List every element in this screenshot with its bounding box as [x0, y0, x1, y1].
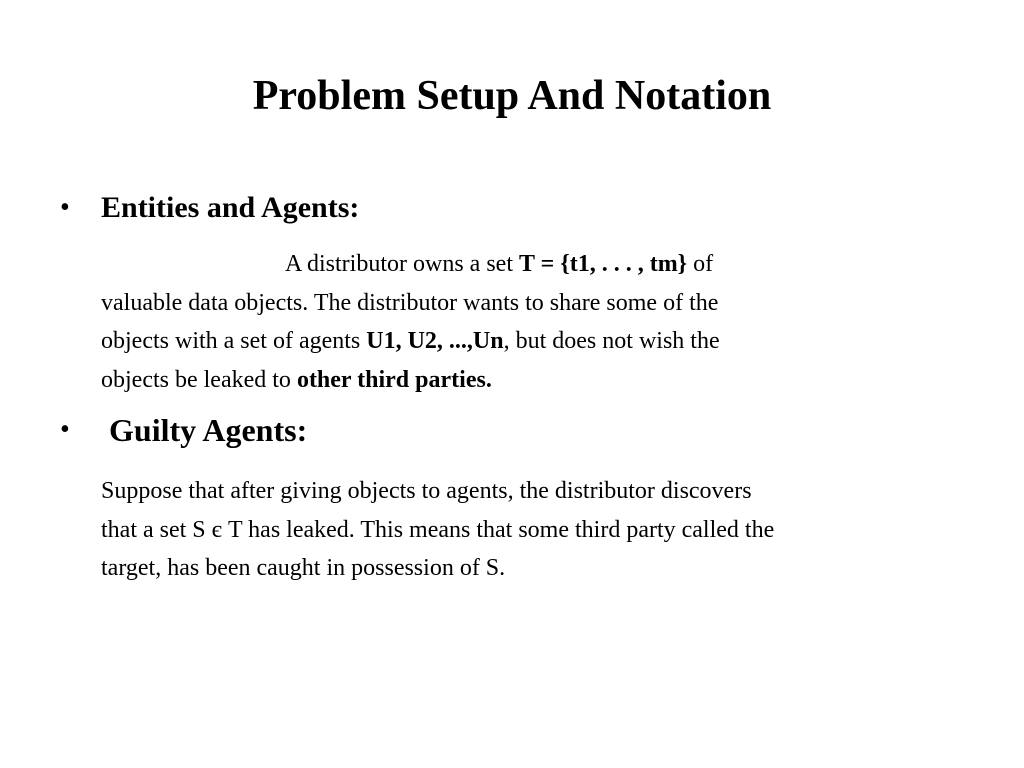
text-run: , but does not wish the: [503, 328, 720, 354]
heading-guilty-agents: Guilty Agents:: [109, 412, 308, 448]
text-run: that a set S є T has leaked. This means that some third party called the: [101, 516, 775, 543]
text-run: target, has been caught in possession of S.: [101, 555, 506, 581]
bold-text-run: .: [485, 366, 492, 393]
heading-entities-and-agents: Entities and Agents:: [101, 191, 360, 224]
text-run: objects be leaked to: [101, 366, 297, 393]
text-run: A distributor owns a set: [285, 251, 519, 277]
paragraph-line: [101, 245, 720, 284]
text-run: Suppose that after giving objects to agents, the distributor discovers: [101, 478, 752, 504]
paragraph-guilty: [101, 472, 774, 588]
paragraph-entities: [101, 245, 720, 399]
bullet-marker-entities: •: [60, 192, 70, 223]
paragraph-line: [101, 511, 774, 550]
text-run: valuable data objects. The distributor wants to share some of the: [101, 289, 719, 316]
paragraph-line: [101, 322, 720, 361]
paragraph-line: [101, 549, 774, 588]
bold-text-run: other third parties: [296, 366, 486, 393]
slide-title: Problem Setup And Notation: [252, 73, 772, 119]
bold-text-run: T = {t1, . . . , tm}: [519, 251, 688, 277]
text-run: of: [687, 251, 714, 277]
paragraph-line: [101, 472, 774, 511]
bullet-marker-guilty: •: [60, 414, 70, 445]
bold-text-run: U1, U2, ...,Un: [366, 328, 504, 354]
paragraph-line: [101, 361, 720, 400]
text-run: objects with a set of agents: [101, 328, 367, 354]
paragraph-line: [101, 284, 720, 323]
